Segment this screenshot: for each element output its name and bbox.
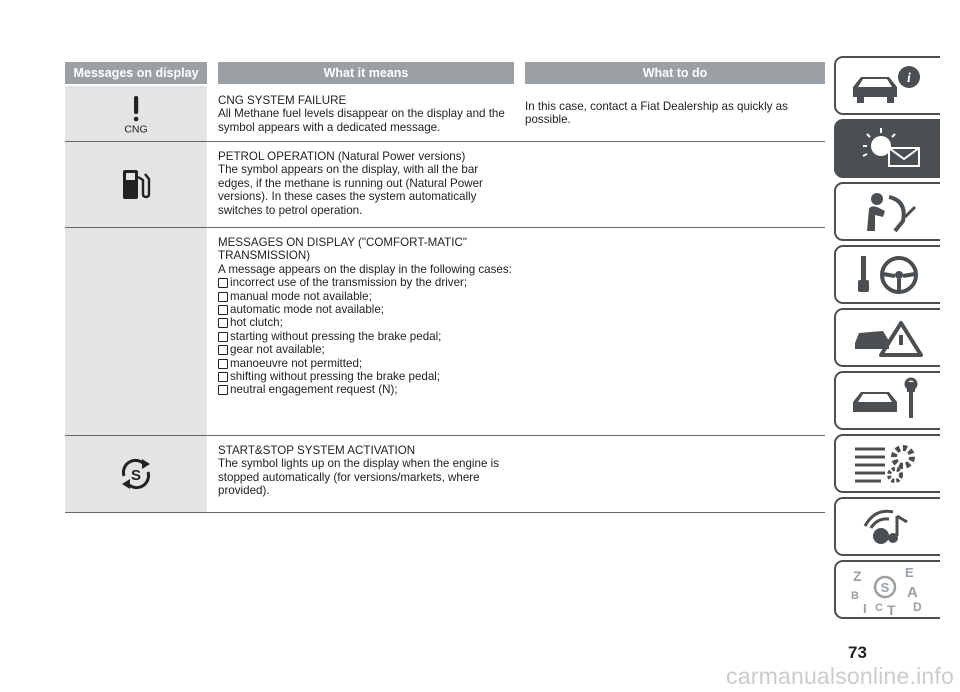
tab-safety[interactable] xyxy=(834,182,940,241)
tab-car-info[interactable] xyxy=(834,56,940,115)
list-item: shifting without pressing the brake pedal; xyxy=(218,370,514,383)
car-wrench-icon xyxy=(845,376,931,426)
meaning-cell xyxy=(207,436,514,512)
start-stop-icon xyxy=(116,454,156,494)
list-item: automatic mode not available; xyxy=(218,303,514,316)
tab-specifications[interactable] xyxy=(834,434,940,493)
icon-cell xyxy=(65,436,207,512)
message-description: All Methane fuel levels disappear on the display and the symbol appears with a dedicated message. xyxy=(218,107,505,134)
list-item: starting without pressing the brake pedal; xyxy=(218,330,514,343)
tab-warning-lights[interactable] xyxy=(834,119,940,178)
action-cell xyxy=(514,228,825,435)
header-what-it-means: What it means xyxy=(218,62,514,84)
list-item: manoeuvre not permitted; xyxy=(218,357,514,370)
svg-text:B: B xyxy=(851,589,859,602)
icon-cell xyxy=(65,86,207,141)
message-title: START&STOP SYSTEM ACTIVATION xyxy=(218,444,416,457)
meaning-cell xyxy=(207,142,514,227)
specs-gear-icon xyxy=(845,439,931,489)
icon-cell xyxy=(65,228,207,435)
svg-text:i: i xyxy=(907,70,911,86)
multimedia-icon xyxy=(845,502,931,552)
message-description: The symbol lights up on the display when the engine is stopped automatically (for versions/markets, where provided). xyxy=(218,457,499,498)
warning-light-message-icon xyxy=(845,124,931,174)
cng-warning-icon xyxy=(121,94,151,134)
list-item: incorrect use of the transmission by the driver; xyxy=(218,276,514,289)
page-number: 73 xyxy=(848,643,867,662)
action-cell xyxy=(514,86,825,141)
message-title: MESSAGES ON DISPLAY ("COMFORT-MATIC" TRANSMISSION) xyxy=(218,236,467,263)
action-cell xyxy=(514,436,825,512)
message-description: A message appears on the display in the following cases: xyxy=(218,262,512,276)
message-title: PETROL OPERATION (Natural Power versions) xyxy=(218,150,466,163)
svg-text:S: S xyxy=(880,579,890,595)
header-what-to-do: What to do xyxy=(525,62,825,84)
list-item: manual mode not available; xyxy=(218,290,514,303)
svg-text:CNG: CNG xyxy=(124,123,148,134)
fuel-pump-icon xyxy=(119,167,153,203)
list-item: hot clutch; xyxy=(218,316,514,329)
message-description: The symbol appears on the display, with all the bar edges, if the methane is running out (Natural Power versions). In these cases the system automatically switches to petrol operation. xyxy=(218,163,483,217)
message-title: CNG SYSTEM FAILURE xyxy=(218,94,347,107)
car-info-icon xyxy=(845,61,931,111)
tab-maintenance[interactable] xyxy=(834,371,940,430)
watermark: carmanualsonline.info xyxy=(726,663,954,689)
tab-index[interactable] xyxy=(834,560,940,619)
key-steering-wheel-icon xyxy=(845,250,931,300)
svg-text:E: E xyxy=(905,564,914,580)
svg-text:S: S xyxy=(130,467,142,484)
index-letters-icon xyxy=(845,565,931,615)
case-list xyxy=(218,276,514,397)
svg-text:T: T xyxy=(887,601,896,615)
meaning-cell xyxy=(207,228,514,435)
tab-starting[interactable] xyxy=(834,245,940,304)
tab-emergency[interactable] xyxy=(834,308,940,367)
svg-text:C: C xyxy=(875,601,883,614)
svg-text:I: I xyxy=(863,600,867,615)
chapter-sidebar xyxy=(834,56,940,623)
crash-triangle-icon xyxy=(845,313,931,363)
table-row xyxy=(65,228,825,436)
tab-multimedia[interactable] xyxy=(834,497,940,556)
svg-text:D: D xyxy=(913,599,922,614)
header-messages-on-display: Messages on display xyxy=(65,62,207,84)
table-row xyxy=(65,86,825,142)
table-header xyxy=(65,62,825,84)
icon-cell xyxy=(65,142,207,227)
table-row xyxy=(65,142,825,228)
table-row xyxy=(65,436,825,513)
meaning-cell xyxy=(207,86,514,141)
action-cell xyxy=(514,142,825,227)
action-text: In this case, contact a Fiat Dealership as quickly as possible. xyxy=(525,100,788,127)
svg-text:A: A xyxy=(907,583,918,601)
list-item: gear not available; xyxy=(218,343,514,356)
list-item: neutral engagement request (N); xyxy=(218,383,514,396)
seat-airbag-icon xyxy=(845,187,931,237)
messages-table xyxy=(65,62,825,513)
svg-text:Z: Z xyxy=(853,567,862,584)
